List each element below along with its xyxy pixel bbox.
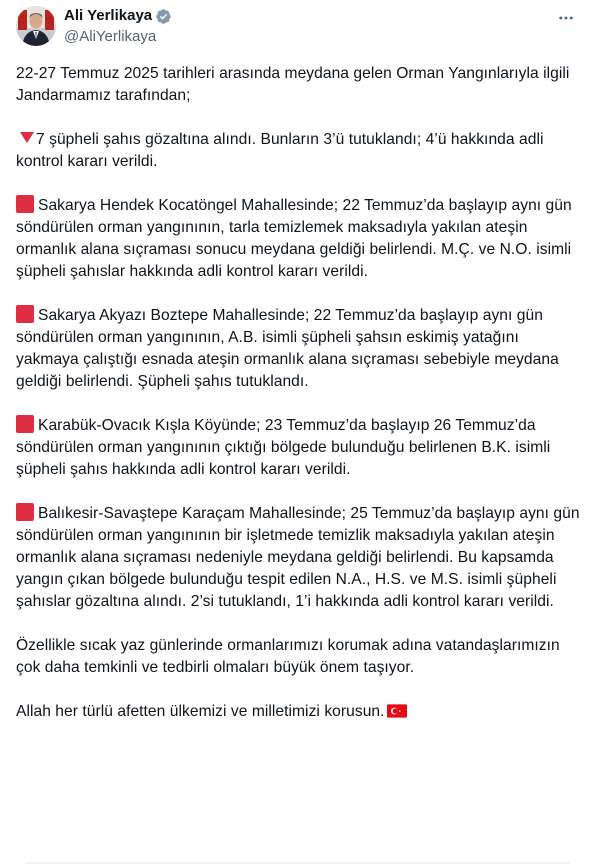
tweet-header bbox=[12, 6, 582, 50]
display-name-row bbox=[64, 6, 172, 26]
closing-text: Allah her türlü afetten ülkemizi ve milletimizi korusun. bbox=[16, 703, 385, 720]
tweet-paragraph-closing bbox=[16, 701, 582, 723]
summary-text: 7 şüpheli şahıs gözaltına alındı. Bunların 3’ü tutuklandı; 4’ü hakkında adli kontrol kararı verildi. bbox=[16, 131, 544, 170]
tweet-paragraph-case-3 bbox=[16, 415, 582, 481]
red-square-emoji bbox=[16, 195, 34, 213]
tweet-paragraph-case-1 bbox=[16, 195, 582, 283]
red-square-emoji bbox=[16, 415, 34, 433]
tweet-paragraph-summary bbox=[16, 129, 582, 173]
verified-badge-icon[interactable] bbox=[155, 8, 172, 25]
case-3-text: Karabük-Ovacık Kışla Köyünde; 23 Temmuz’da başlayıp 26 Temmuz’da söndürülen orman yangınının çıktığı bölgede bulunduğu belirlenen B.K. isimli şüpheli şahıs hakkında adli kontrol kararı verildi. bbox=[16, 417, 551, 478]
turkey-flag-emoji bbox=[387, 703, 407, 717]
tweet-paragraph-warning: Özellikle sıcak yaz günlerinde ormanlarımızı korumak adına vatandaşlarımızın çok daha temkinli ve tedbirli olmaları büyük önem taşıyor. bbox=[16, 637, 560, 676]
case-4-text: Balıkesir-Savaştepe Karaçam Mahallesinde; 25 Temmuz’da başlayıp aynı gün söndürülen orman yangınının bir işletmede temizlik maksadıyla yakılan ateşin ormanlık alana sıçraması nedeniyle meydana geldiği belirlendi. Bu kapsamda yangın çıkan bölgede bulunduğu tespit edilen N.A., H.S. ve M.S. isimli şüpheli şahıslar gözaltına alındı. 2’si tutuklandı, 1’i hakkında adli kontrol kararı verildi. bbox=[16, 505, 580, 610]
author-handle[interactable]: @AliYerlikaya bbox=[64, 28, 157, 45]
display-name[interactable]: Ali Yerlikaya bbox=[64, 7, 153, 24]
tweet-paragraph-case-2 bbox=[16, 305, 582, 393]
tweet-paragraph-intro: 22-27 Temmuz 2025 tarihleri arasında meydana gelen Orman Yangınlarıyla ilgili Jandarmamız tarafından; bbox=[16, 65, 570, 104]
avatar-image bbox=[16, 6, 56, 46]
author-names bbox=[64, 6, 172, 47]
tweet-text bbox=[16, 63, 582, 723]
case-1-text: Sakarya Hendek Kocatöngel Mahallesinde; 22 Temmuz’da başlayıp aynı gün söndürülen orman yangınının, tarla temizlemek maksadıyla yakılan ateşin ormanlık alana sıçraması sonucu meydana geldiği belirlendi. M.Ç. ve N.O. isimli şüpheli şahıslar hakkında adli kontrol kararı verildi. bbox=[16, 197, 572, 280]
tweet-paragraph-case-4 bbox=[16, 503, 582, 613]
case-2-text: Sakarya Akyazı Boztepe Mahallesinde; 22 Temmuz’da başlayıp aynı gün söndürülen orman yangınının, A.B. isimli şüpheli şahsın eskimiş yatağını yakmaya çalıştığı esnada ateşin ormanlık alana sıçraması sebebiyle meydana geldiği belirlendi. Şüpheli şahıs tutuklandı. bbox=[16, 307, 559, 390]
avatar[interactable] bbox=[16, 6, 56, 46]
red-triangle-down-emoji bbox=[20, 132, 34, 143]
more-horizontal-icon[interactable] bbox=[554, 6, 578, 30]
red-square-emoji bbox=[16, 305, 34, 323]
red-square-emoji bbox=[16, 503, 34, 521]
media-card-top-edge bbox=[26, 862, 570, 864]
